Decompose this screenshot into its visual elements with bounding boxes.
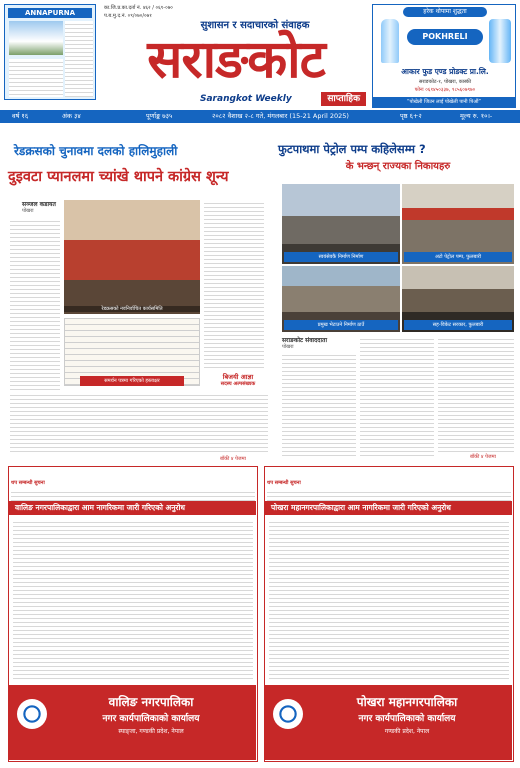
ad-banner: हरेक थोपामा शुद्धता bbox=[403, 7, 487, 17]
side-body-col2 bbox=[360, 336, 434, 456]
side-kicker: फुटपाथमा पेट्रोल पम्प कहिलेसम्म ? bbox=[278, 142, 426, 156]
company-phone: फोनः ०६१४५०३३७, ९८५६०७९७० bbox=[414, 87, 476, 93]
side-headline: के भन्छन् राज्यका निकायहरु bbox=[345, 161, 451, 172]
notice-left-footer-place: स्याङ्जा, गण्डकी प्रदेश, नेपाल bbox=[118, 728, 184, 735]
notice-left-heading: वालिङ नगरपालिकाद्वारा आम नागरिकमा जारी गरिएको अनुरोध bbox=[9, 501, 256, 515]
issue-number: अंक ३४ bbox=[62, 112, 81, 120]
side-body-col1 bbox=[282, 352, 356, 456]
right-ad bbox=[372, 4, 516, 108]
page-count: पृष्ठ ६+२ bbox=[400, 112, 422, 120]
side-photo-3-caption: प्रमुख भेटाउने निर्माण ठाउँ bbox=[284, 320, 398, 330]
subtitle-nepali: साप्ताहिक bbox=[321, 92, 366, 106]
notice-right-list bbox=[269, 519, 509, 679]
company-name: आकार फुड एण्ड प्रोडक्ट प्रा.लि. bbox=[401, 67, 489, 76]
notice-left-intro bbox=[11, 469, 255, 499]
brand-logo: POKHRELI bbox=[407, 29, 483, 45]
lead-byline: सञ्जल कडायत bbox=[22, 201, 56, 208]
side-byline: सराङकोट संवाददाता bbox=[282, 337, 328, 344]
building-image bbox=[9, 21, 63, 55]
notice-left bbox=[8, 466, 258, 762]
lead-body-col1 bbox=[10, 218, 60, 392]
notice-right bbox=[264, 466, 514, 762]
lead-group-photo bbox=[64, 200, 200, 314]
serial-number: पूर्णाङ्क ७३५ bbox=[146, 112, 173, 120]
tagline: सुशासन र सदाचारको संवाहक bbox=[200, 20, 310, 31]
side-continue: बाँकी ४ पेजमा bbox=[470, 454, 496, 460]
side-photo-1-caption: स्वयंसेवकै निर्माण निर्माण bbox=[284, 252, 398, 262]
notice-left-footer-title: वालिङ नगरपालिका bbox=[108, 695, 194, 709]
lead-headline: दुइवटा प्यानलमा च्यांखे थापने कांग्रेस शून्य bbox=[8, 169, 229, 185]
notice-left-footer bbox=[9, 685, 256, 760]
annapurna-logo: ANNAPURNA bbox=[8, 8, 92, 18]
volume: वर्ष १६ bbox=[12, 112, 29, 120]
issue-date: २०८२ वैशाख २-८ गते, मंगलबार (15-21 April 2025) bbox=[212, 112, 349, 120]
lead-document-caption: समर्थन पत्रमा गरिएको हस्ताक्षर bbox=[80, 376, 184, 386]
side-body-col3 bbox=[438, 336, 514, 452]
side-byline-role: पोखरा bbox=[282, 344, 294, 350]
notice-right-footer-title: पोखरा महानगरपालिका bbox=[356, 695, 458, 709]
nepal-emblem-icon bbox=[17, 699, 47, 729]
ad-footer: “पोखेली जिउन लाई पोखेली पानी पिऔं” bbox=[373, 97, 515, 107]
left-ad bbox=[4, 4, 96, 100]
inset-subtitle: सदस्य अल्पसंख्यक bbox=[220, 381, 256, 387]
ad-text bbox=[65, 21, 93, 97]
notice-right-intro bbox=[267, 469, 511, 499]
side-photo-2-caption: अटो पेट्रोल पम्प, फुलबारी bbox=[404, 252, 512, 262]
newspaper-title: सराङकोट bbox=[147, 30, 325, 90]
issue-info-bar bbox=[0, 110, 520, 123]
registration-line-2: प.ब.मु.द.नं. ०९/०७०/०७१ bbox=[104, 13, 152, 19]
notice-left-list bbox=[13, 519, 253, 679]
water-bottle-icon bbox=[381, 19, 399, 63]
side-photo-4-caption: सह-विकेट सरकार, फुलबारी bbox=[404, 320, 512, 330]
notice-right-footer bbox=[265, 685, 512, 760]
nepal-emblem-icon bbox=[273, 699, 303, 729]
lead-photo-caption: रेडक्रसको नवनिर्वाचित कार्यसमिति bbox=[64, 306, 200, 312]
lead-body-bottom bbox=[10, 392, 268, 454]
notice-left-footer-sub: नगर कार्यपालिकाको कार्यालय bbox=[102, 714, 200, 724]
price: मूल्य रु. १०।- bbox=[460, 112, 493, 120]
notice-right-heading: पोखरा महानगरपालिकाद्वारा आम नागरिकमा जारी गरिएको अनुरोध bbox=[265, 501, 512, 515]
company-address: सराङकोट-१, पोखरा, कास्की bbox=[418, 79, 472, 85]
notice-right-intro-lead: थप सम्बन्धी सुचना bbox=[267, 480, 301, 486]
notice-left-intro-lead: थप सम्बन्धी सुचना bbox=[11, 480, 45, 486]
lead-continue: बाँकी ४ पेजमा bbox=[220, 456, 246, 462]
lead-byline-role: पोखरा bbox=[22, 208, 34, 214]
notice-right-footer-place: गण्डकी प्रदेश, नेपाल bbox=[384, 728, 430, 735]
lead-kicker: रेडक्रसको चुनावमा दलको हालिमुहाली bbox=[14, 144, 178, 158]
subtitle-band bbox=[200, 92, 366, 106]
subtitle-english: Sarangkot Weekly bbox=[200, 94, 292, 104]
ad-text-lower bbox=[9, 59, 63, 97]
notice-right-footer-sub: नगर कार्यपालिकाको कार्यालय bbox=[358, 714, 456, 724]
registration-line-1: का.जि.प्र.का.दर्ता नं. ४६२ / ०६९-०७० bbox=[104, 5, 173, 11]
lead-body-col2 bbox=[204, 200, 264, 370]
inset-title: बिजयी आज्ञा bbox=[222, 373, 254, 381]
water-jar-icon bbox=[489, 19, 511, 63]
